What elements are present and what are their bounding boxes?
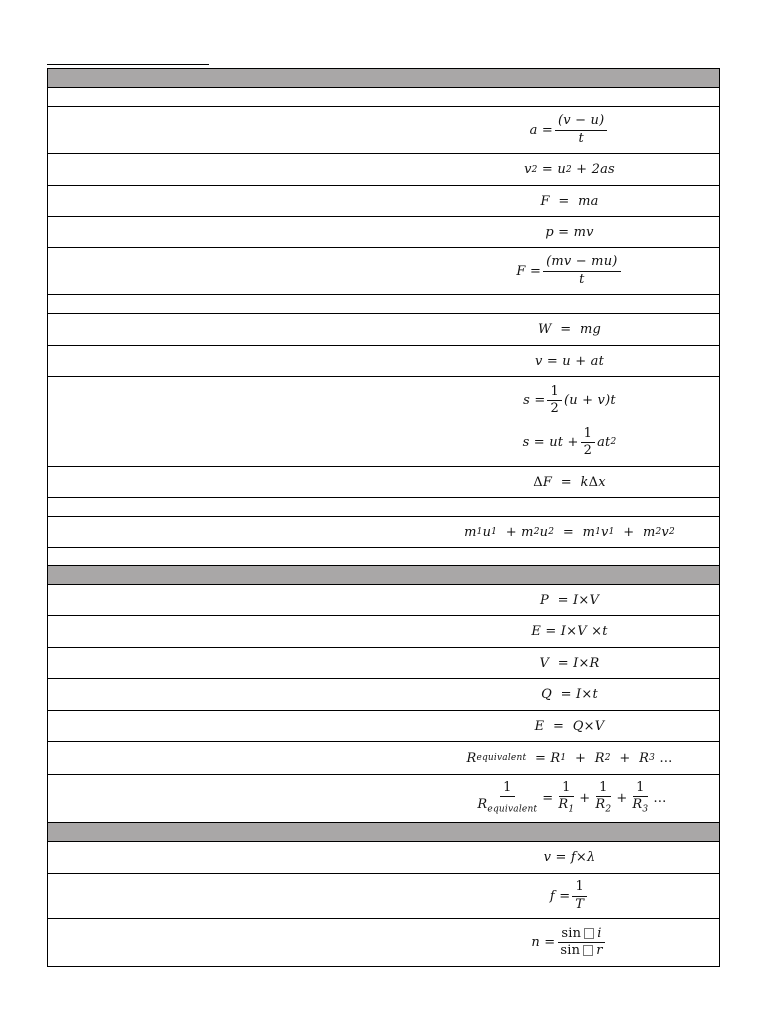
equation-cell bbox=[420, 648, 719, 678]
empty-row bbox=[48, 295, 719, 314]
formula-row-ohm bbox=[48, 648, 719, 679]
equation: E = I × V × t bbox=[531, 624, 608, 639]
formula-row-charge bbox=[48, 679, 719, 711]
equation-cell bbox=[420, 467, 719, 497]
equation-cell bbox=[420, 711, 719, 741]
formula-row-series-resistance bbox=[48, 742, 719, 775]
equation: v = u + at bbox=[534, 353, 604, 369]
equation-cell bbox=[420, 585, 719, 615]
equation-cell bbox=[420, 742, 719, 774]
formula-row-impulse bbox=[48, 248, 719, 295]
section-header-row bbox=[48, 566, 719, 585]
equation: F = $\frac{(mv - mu)}{t}$ bbox=[516, 255, 622, 287]
formula-row-conservation-momentum bbox=[48, 517, 719, 548]
equation-cell bbox=[420, 314, 719, 345]
equation: V = I × R bbox=[539, 655, 600, 671]
formula-row-refraction bbox=[48, 919, 719, 966]
equation-cell bbox=[420, 919, 719, 966]
equation-cell bbox=[420, 377, 719, 466]
equation-cell bbox=[420, 248, 719, 294]
section-header-row bbox=[48, 69, 719, 88]
equation-cell bbox=[420, 775, 719, 822]
empty-row bbox=[48, 88, 719, 107]
equation-cell bbox=[420, 107, 719, 153]
formula-row-weight bbox=[48, 314, 719, 346]
equation-cell bbox=[420, 154, 719, 185]
formula-row-acceleration bbox=[48, 107, 719, 154]
equation: R equivalent = R 1 + R 2 + R 3 … bbox=[466, 750, 673, 766]
equation: Q = I × t bbox=[541, 687, 598, 702]
equation-cell bbox=[420, 842, 719, 873]
equation: s = $\frac{1}{2}$ (u + v)t bbox=[523, 383, 616, 417]
equation: n = $\frac{\text{sin i}}{\text{sin r}}$ bbox=[531, 925, 603, 958]
header-rule bbox=[47, 64, 209, 65]
formula-row-parallel-resistance bbox=[48, 775, 719, 823]
equation: f = $\frac{1}{T}$ bbox=[550, 880, 589, 912]
equation: p = mv bbox=[545, 224, 594, 240]
formula-row-power bbox=[48, 585, 719, 616]
equation: F = ma bbox=[540, 193, 599, 209]
equation-cell bbox=[420, 217, 719, 247]
formula-row-energy-charge bbox=[48, 711, 719, 742]
formula-row-momentum bbox=[48, 217, 719, 248]
equation: v 2 = u 2 + 2as bbox=[524, 162, 615, 177]
formula-table bbox=[47, 68, 720, 967]
equation: m 1 u 1 + m 2 u 2 = m 1 v 1 + m 2 v 2 bbox=[464, 524, 675, 540]
equation: E = Q × V bbox=[534, 718, 605, 734]
formula-row-suvat-s bbox=[48, 377, 719, 467]
equation-cell bbox=[420, 346, 719, 376]
equation-cell bbox=[420, 517, 719, 547]
equation: W = mg bbox=[537, 322, 602, 337]
formula-row-wave-speed bbox=[48, 842, 719, 874]
equation: Δ F = k Δ x bbox=[533, 474, 606, 490]
formula-row-hooke bbox=[48, 467, 719, 498]
equation-cell bbox=[420, 616, 719, 647]
equation: a = $\frac{(v - u)}{t}$ bbox=[530, 114, 610, 146]
section-header-row bbox=[48, 823, 719, 842]
formula-row-suvat-v2 bbox=[48, 154, 719, 186]
empty-row bbox=[48, 498, 719, 517]
equation-cell bbox=[420, 679, 719, 710]
formula-row-energy bbox=[48, 616, 719, 648]
formula-row-force bbox=[48, 186, 719, 217]
equation-cell bbox=[420, 186, 719, 216]
empty-row bbox=[48, 548, 719, 566]
formula-row-suvat-v bbox=[48, 346, 719, 377]
equation: P = I × V bbox=[539, 592, 600, 608]
equation-cell bbox=[420, 874, 719, 918]
equation: $\frac{1}{R_{equivalent}}$ = $\frac{1}{R_1}$ + $\frac{1}{R_2}$ + $\frac{1}{R_3}$ … bbox=[477, 780, 667, 815]
equation: v = f × λ bbox=[543, 850, 596, 865]
equation: s = ut + $\frac{1}{2}$ at 2 bbox=[522, 425, 617, 458]
formula-row-frequency bbox=[48, 874, 719, 919]
